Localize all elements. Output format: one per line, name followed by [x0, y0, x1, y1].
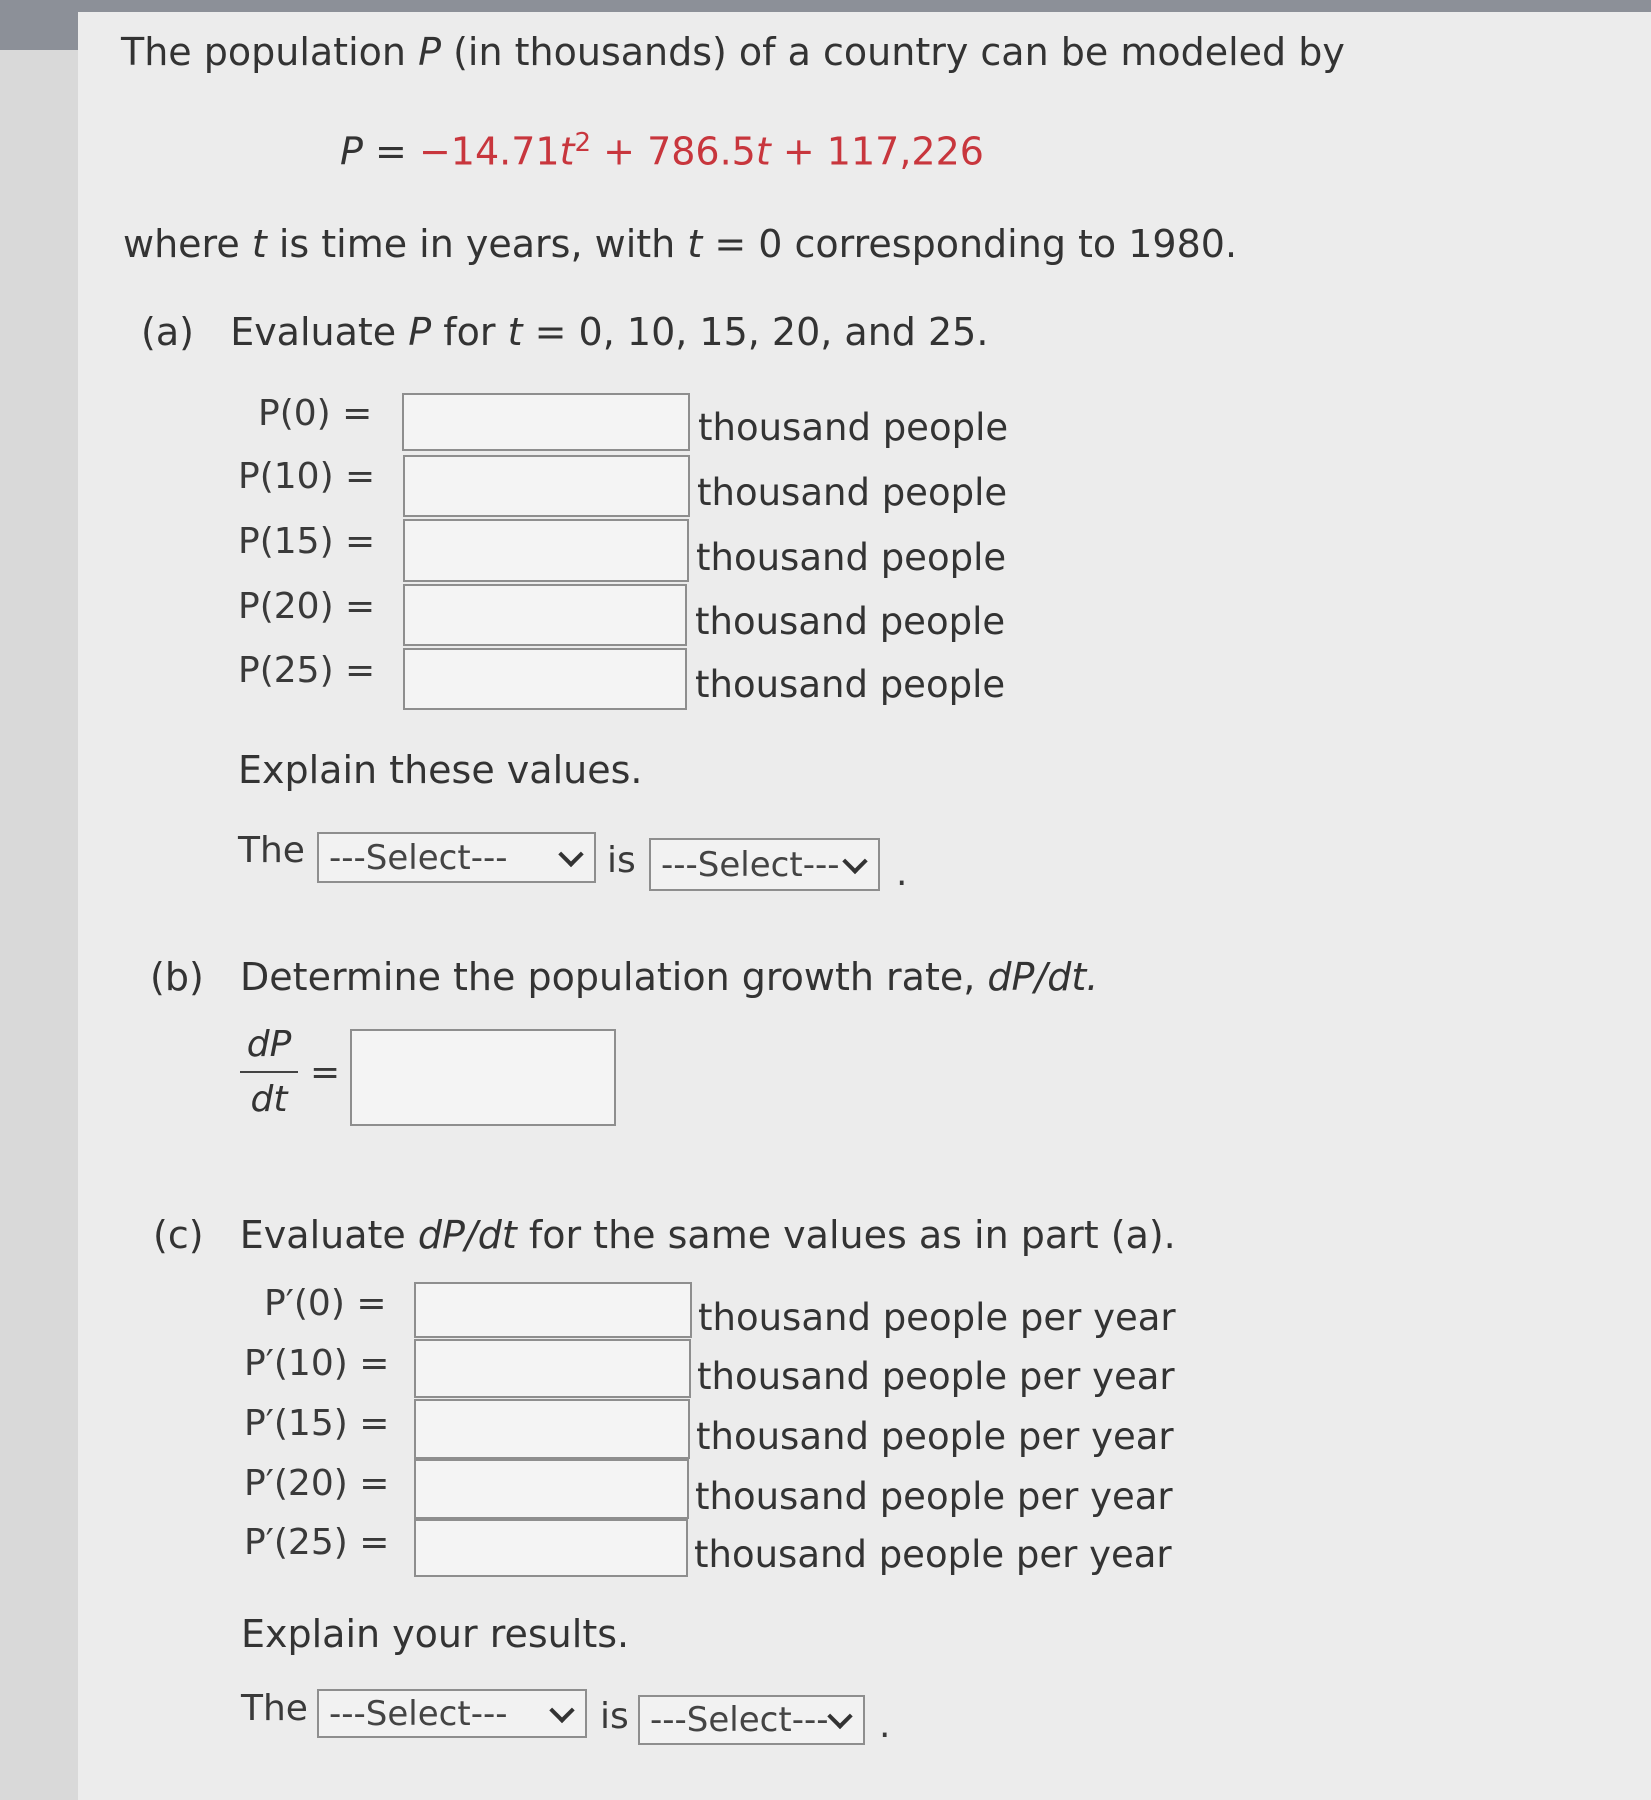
intro-var-p: P: [418, 30, 441, 74]
intro-suffix: (in thousands) of a country can be modeled by: [453, 30, 1345, 74]
part-a-var-t: t: [507, 310, 523, 354]
pprime20-label: P′(20) =: [244, 1463, 390, 1504]
pprime15-unit: thousand people per year: [696, 1415, 1174, 1458]
part-a-period: .: [896, 853, 908, 894]
chevron-down-icon: [549, 1697, 574, 1722]
part-a-select-1-value: ---Select---: [329, 837, 508, 878]
where-text-1: where: [123, 222, 240, 266]
pprime10-unit: thousand people per year: [697, 1355, 1175, 1398]
p25-answer-input[interactable]: [403, 648, 687, 710]
where-var-t2: t: [687, 222, 703, 266]
formula-var-t2: t: [755, 129, 771, 174]
part-a-prompt: [141, 310, 988, 354]
part-c-prompt-expr: dP/dt: [417, 1213, 517, 1257]
pprime10-label: P′(10) =: [244, 1343, 390, 1384]
part-a-sentence-is: is: [607, 840, 636, 881]
dp-dt-fraction: [240, 1024, 298, 1120]
pprime15-answer-input[interactable]: [414, 1399, 690, 1459]
chevron-down-icon: [558, 841, 583, 866]
part-a-trend-select[interactable]: [649, 838, 880, 891]
part-c-select-2-value: ---Select---: [650, 1700, 829, 1740]
p10-unit: thousand people: [697, 471, 1008, 514]
where-text-2: is time in years, with: [278, 222, 676, 266]
formula-coef-a: −14.71: [418, 129, 560, 174]
part-a-marker: (a): [141, 310, 194, 354]
part-a-prompt-pre: Evaluate: [230, 310, 397, 354]
p0-label: P(0) =: [258, 393, 373, 434]
p0-answer-input[interactable]: [402, 393, 690, 451]
pprime15-label: P′(15) =: [244, 1403, 390, 1444]
formula-var-t: t: [559, 129, 575, 174]
pprime25-unit: thousand people per year: [694, 1533, 1172, 1576]
part-c-prompt: [153, 1213, 1176, 1257]
formula-plus-2: +: [782, 129, 815, 174]
formula-lhs: P =: [340, 129, 407, 174]
p10-answer-input[interactable]: [403, 455, 690, 517]
pprime25-answer-input[interactable]: [414, 1519, 688, 1577]
formula-plus-1: +: [603, 129, 635, 174]
pprime10-answer-input[interactable]: [414, 1339, 691, 1398]
part-a-quantity-select[interactable]: [317, 832, 596, 883]
pprime20-unit: thousand people per year: [695, 1475, 1173, 1518]
chevron-down-icon: [827, 1704, 852, 1729]
formula-constant: 117,226: [826, 129, 984, 174]
formula-coef-b: 786.5: [647, 129, 756, 174]
dp-dt-denominator: dt: [250, 1079, 288, 1120]
p15-label: P(15) =: [238, 521, 376, 562]
pprime20-answer-input[interactable]: [414, 1459, 689, 1519]
p20-answer-input[interactable]: [403, 584, 687, 646]
part-b-prompt-expr: dP/dt.: [987, 955, 1099, 999]
part-c-trend-select[interactable]: [638, 1695, 865, 1745]
part-a-select-2-value: ---Select---: [661, 844, 840, 885]
part-c-sentence-the: The: [241, 1688, 308, 1729]
part-a-prompt-post: = 0, 10, 15, 20, and 25.: [534, 310, 989, 354]
p15-answer-input[interactable]: [403, 519, 689, 582]
part-b-prompt: [150, 955, 1098, 999]
part-b-prompt-text: Determine the population growth rate,: [240, 955, 976, 999]
part-c-prompt-post: for the same values as in part (a).: [528, 1213, 1176, 1257]
part-c-prompt-pre: Evaluate: [239, 1213, 406, 1257]
pprime0-unit: thousand people per year: [698, 1296, 1176, 1339]
intro-prefix: The population: [121, 30, 406, 74]
part-a-explain: Explain these values.: [238, 748, 643, 792]
part-c-period: .: [879, 1705, 891, 1746]
p25-unit: thousand people: [695, 663, 1006, 706]
p0-unit: thousand people: [698, 406, 1009, 449]
pprime0-label: P′(0) =: [264, 1283, 387, 1324]
formula-exponent: 2: [574, 128, 592, 158]
part-c-marker: (c): [153, 1213, 204, 1257]
part-b-equals: =: [310, 1052, 341, 1093]
pprime25-label: P′(25) =: [244, 1522, 390, 1563]
dp-dt-answer-input[interactable]: [350, 1029, 616, 1126]
part-c-select-1-value: ---Select---: [329, 1693, 508, 1734]
part-a-prompt-for: for: [443, 310, 496, 354]
pprime0-answer-input[interactable]: [414, 1282, 692, 1338]
part-b-marker: (b): [150, 955, 204, 999]
part-c-explain: Explain your results.: [241, 1612, 630, 1656]
chevron-down-icon: [842, 848, 867, 873]
part-c-sentence-is: is: [600, 1696, 629, 1737]
part-a-sentence-the: The: [238, 830, 305, 871]
population-formula: [340, 128, 984, 174]
fraction-bar: [240, 1071, 298, 1073]
p25-label: P(25) =: [238, 650, 376, 691]
dp-dt-numerator: dP: [246, 1024, 292, 1065]
where-text-3: = 0 corresponding to 1980.: [714, 222, 1238, 266]
part-a-var-p: P: [408, 310, 432, 354]
p15-unit: thousand people: [696, 536, 1007, 579]
where-clause: [123, 222, 1237, 266]
p20-label: P(20) =: [238, 586, 376, 627]
p20-unit: thousand people: [695, 600, 1006, 643]
part-c-quantity-select[interactable]: [317, 1689, 587, 1738]
problem-intro: [121, 30, 1345, 74]
p10-label: P(10) =: [238, 456, 376, 497]
where-var-t: t: [251, 222, 267, 266]
